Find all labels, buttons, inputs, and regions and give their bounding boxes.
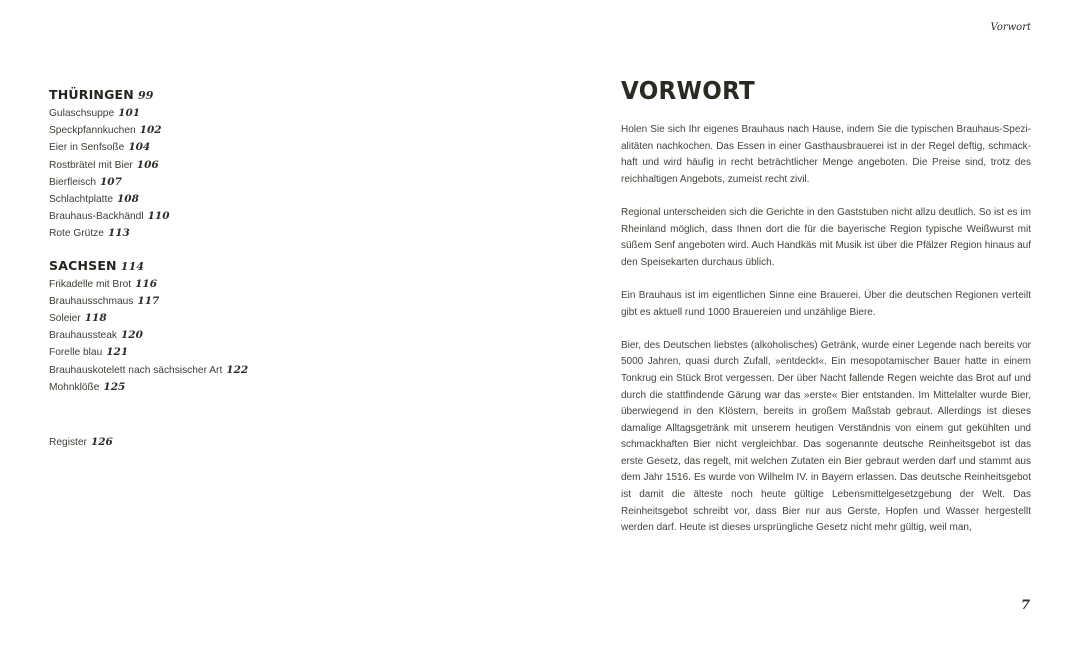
toc-page-number: 104	[128, 141, 151, 154]
toc-item[interactable]	[49, 105, 349, 122]
toc-page-number: 99	[137, 89, 154, 102]
toc-item-label: Frikadelle mit Brot	[49, 278, 132, 290]
toc-section-sachsen	[49, 257, 349, 396]
toc-item-label: Forelle blau	[49, 347, 103, 359]
paragraph: Ein Brauhaus ist im eigentlichen Sinne eine Brauerei. Über die deutschen Regionen verteilt gibt es aktuell rund 1000 Brauereien und unzählige Biere.	[621, 289, 1031, 318]
toc-section-title: SACHSEN	[49, 257, 117, 273]
toc-item-label: Register	[49, 437, 87, 448]
toc-item-label: Brauhausschmaus	[49, 295, 134, 307]
toc-section-heading[interactable]	[49, 86, 349, 105]
toc-item-label: Brauhaussteak	[49, 330, 117, 342]
toc-page-number: 113	[107, 227, 130, 240]
toc-item[interactable]	[49, 157, 349, 174]
toc-page-number: 117	[137, 294, 160, 307]
toc-item-label: Eier in Senfsoße	[49, 142, 125, 154]
toc-page-number: 121	[106, 346, 129, 359]
toc-page-number: 110	[147, 210, 170, 223]
toc-item[interactable]	[49, 225, 349, 242]
toc-page-number: 125	[103, 380, 126, 393]
toc-item[interactable]	[49, 122, 349, 139]
page-number: 7	[1020, 598, 1030, 613]
toc-item[interactable]	[49, 293, 349, 310]
toc-item[interactable]	[49, 139, 349, 156]
toc-page-number: 101	[118, 107, 141, 119]
toc-item-label: Rote Grütze	[49, 228, 104, 240]
toc-item[interactable]	[49, 379, 349, 396]
toc-page-number: 120	[120, 329, 143, 342]
toc-page-number: 108	[117, 193, 139, 206]
toc-page-number: 118	[84, 312, 107, 325]
toc-item-label: Soleier	[49, 313, 81, 325]
toc-item[interactable]	[49, 362, 349, 379]
toc-page-number: 126	[90, 436, 113, 448]
toc-item-label: Schlachtplatte	[49, 194, 113, 206]
toc-page-number: 107	[100, 175, 122, 188]
paragraph: Holen Sie sich Ihr eigenes Brauhaus nach Hause, indem Sie die typischen Brauhaus-Spezialitäten nachkochen. Das Essen in einer Gasthausbrauerei ist in der Regel deftig, schmackhaft und wird häufig in recht beträchtlicher Menge angeboten. Die Preise sind, trotz des reichhaltigen Angebots, zumeist recht zivil.	[621, 124, 1031, 185]
toc-section-heading[interactable]	[49, 257, 349, 276]
toc-section-title: THÜRINGEN	[49, 87, 134, 102]
paragraph: Bier, des Deutschen liebstes (alkoholisches) Getränk, wurde einer Legende nach bereits vor 5000 Jahren, quasi durch Zufall, »entdeckt«. Ein mesopotamischer Bauer hatte in einem Tonkrug ein Stück Brot vergessen. Der über Nacht fallende Regen weichte das Brot auf und durch die stattfindende Gärung war das »erste« Bier entstanden. Im Mittelalter wurde Bier, überwiegend in den Klöstern, bereits in großem Maßstab gebraut. Allerdings ist dieses damalige Alltagsgetränk mit unserem heutigen Verständnis von einem gut gekühlten und schmackhaften Bier nicht vergleichbar. Das sogenannte deutsche Reinheitsgebot ist das erste Gesetz, das regelt, mit welchen Zutaten ein Bier gebraut werden darf und stammt aus dem Jahr 1516. Es wurde von Wilhelm IV. in Bayern erlassen. Das deutsche Reinheitsgebot ist damit die älteste noch heute gültige Lebensmittelgesetzgebung der Welt. Das Reinheitsgebot schreibt vor, dass Bier nur aus Gerste, Hopfen und Wasser hergestellt werden darf. Heute ist dieses ursprüngliche Gesetz nicht mehr gültig, weil man,	[621, 339, 1031, 534]
toc-item-label: Brauhauskotelett nach sächsischer Art	[49, 364, 223, 376]
toc-page-number: 114	[120, 259, 145, 273]
toc-item-label: Mohnklöße	[49, 381, 100, 393]
toc-page-number: 116	[135, 277, 158, 290]
paragraph: Regional unterscheiden sich die Gerichte in den Gaststuben nicht allzu deutlich. So ist es im Rheinland möglich, dass Ihnen dort die für die bayerische Region typische Weißwurst mit süßem Senf angeboten wird. Auch Handkäs mit Musik ist über die Pfälzer Region hinaus auf den Speisekarten durchaus üblich.	[621, 206, 1031, 268]
toc-item[interactable]	[49, 327, 349, 344]
toc-section-thueringen	[49, 86, 349, 243]
toc-item-label: Gulaschsuppe	[49, 108, 115, 119]
toc-page-number: 106	[136, 158, 159, 171]
toc-item-label: Speckpfannkuchen	[49, 125, 136, 137]
toc-item[interactable]	[49, 174, 349, 191]
running-head: Vorwort	[990, 22, 1031, 33]
toc-page-number: 122	[226, 363, 249, 376]
toc-item-label: Rostbrätel mit Bier	[49, 159, 133, 171]
toc-item[interactable]	[49, 344, 349, 361]
toc-page-number: 102	[139, 124, 162, 137]
toc-item[interactable]	[49, 208, 349, 225]
toc-item[interactable]	[49, 276, 349, 293]
toc-register[interactable]	[49, 434, 113, 451]
toc-item-label: Bierfleisch	[49, 176, 96, 188]
toc-item[interactable]	[49, 191, 349, 208]
page-title: VORWORT	[621, 77, 756, 106]
toc-item[interactable]	[49, 310, 349, 327]
table-of-contents	[49, 86, 349, 410]
toc-item-label: Brauhaus-Backhändl	[49, 211, 144, 223]
vorwort-body	[621, 122, 1031, 553]
